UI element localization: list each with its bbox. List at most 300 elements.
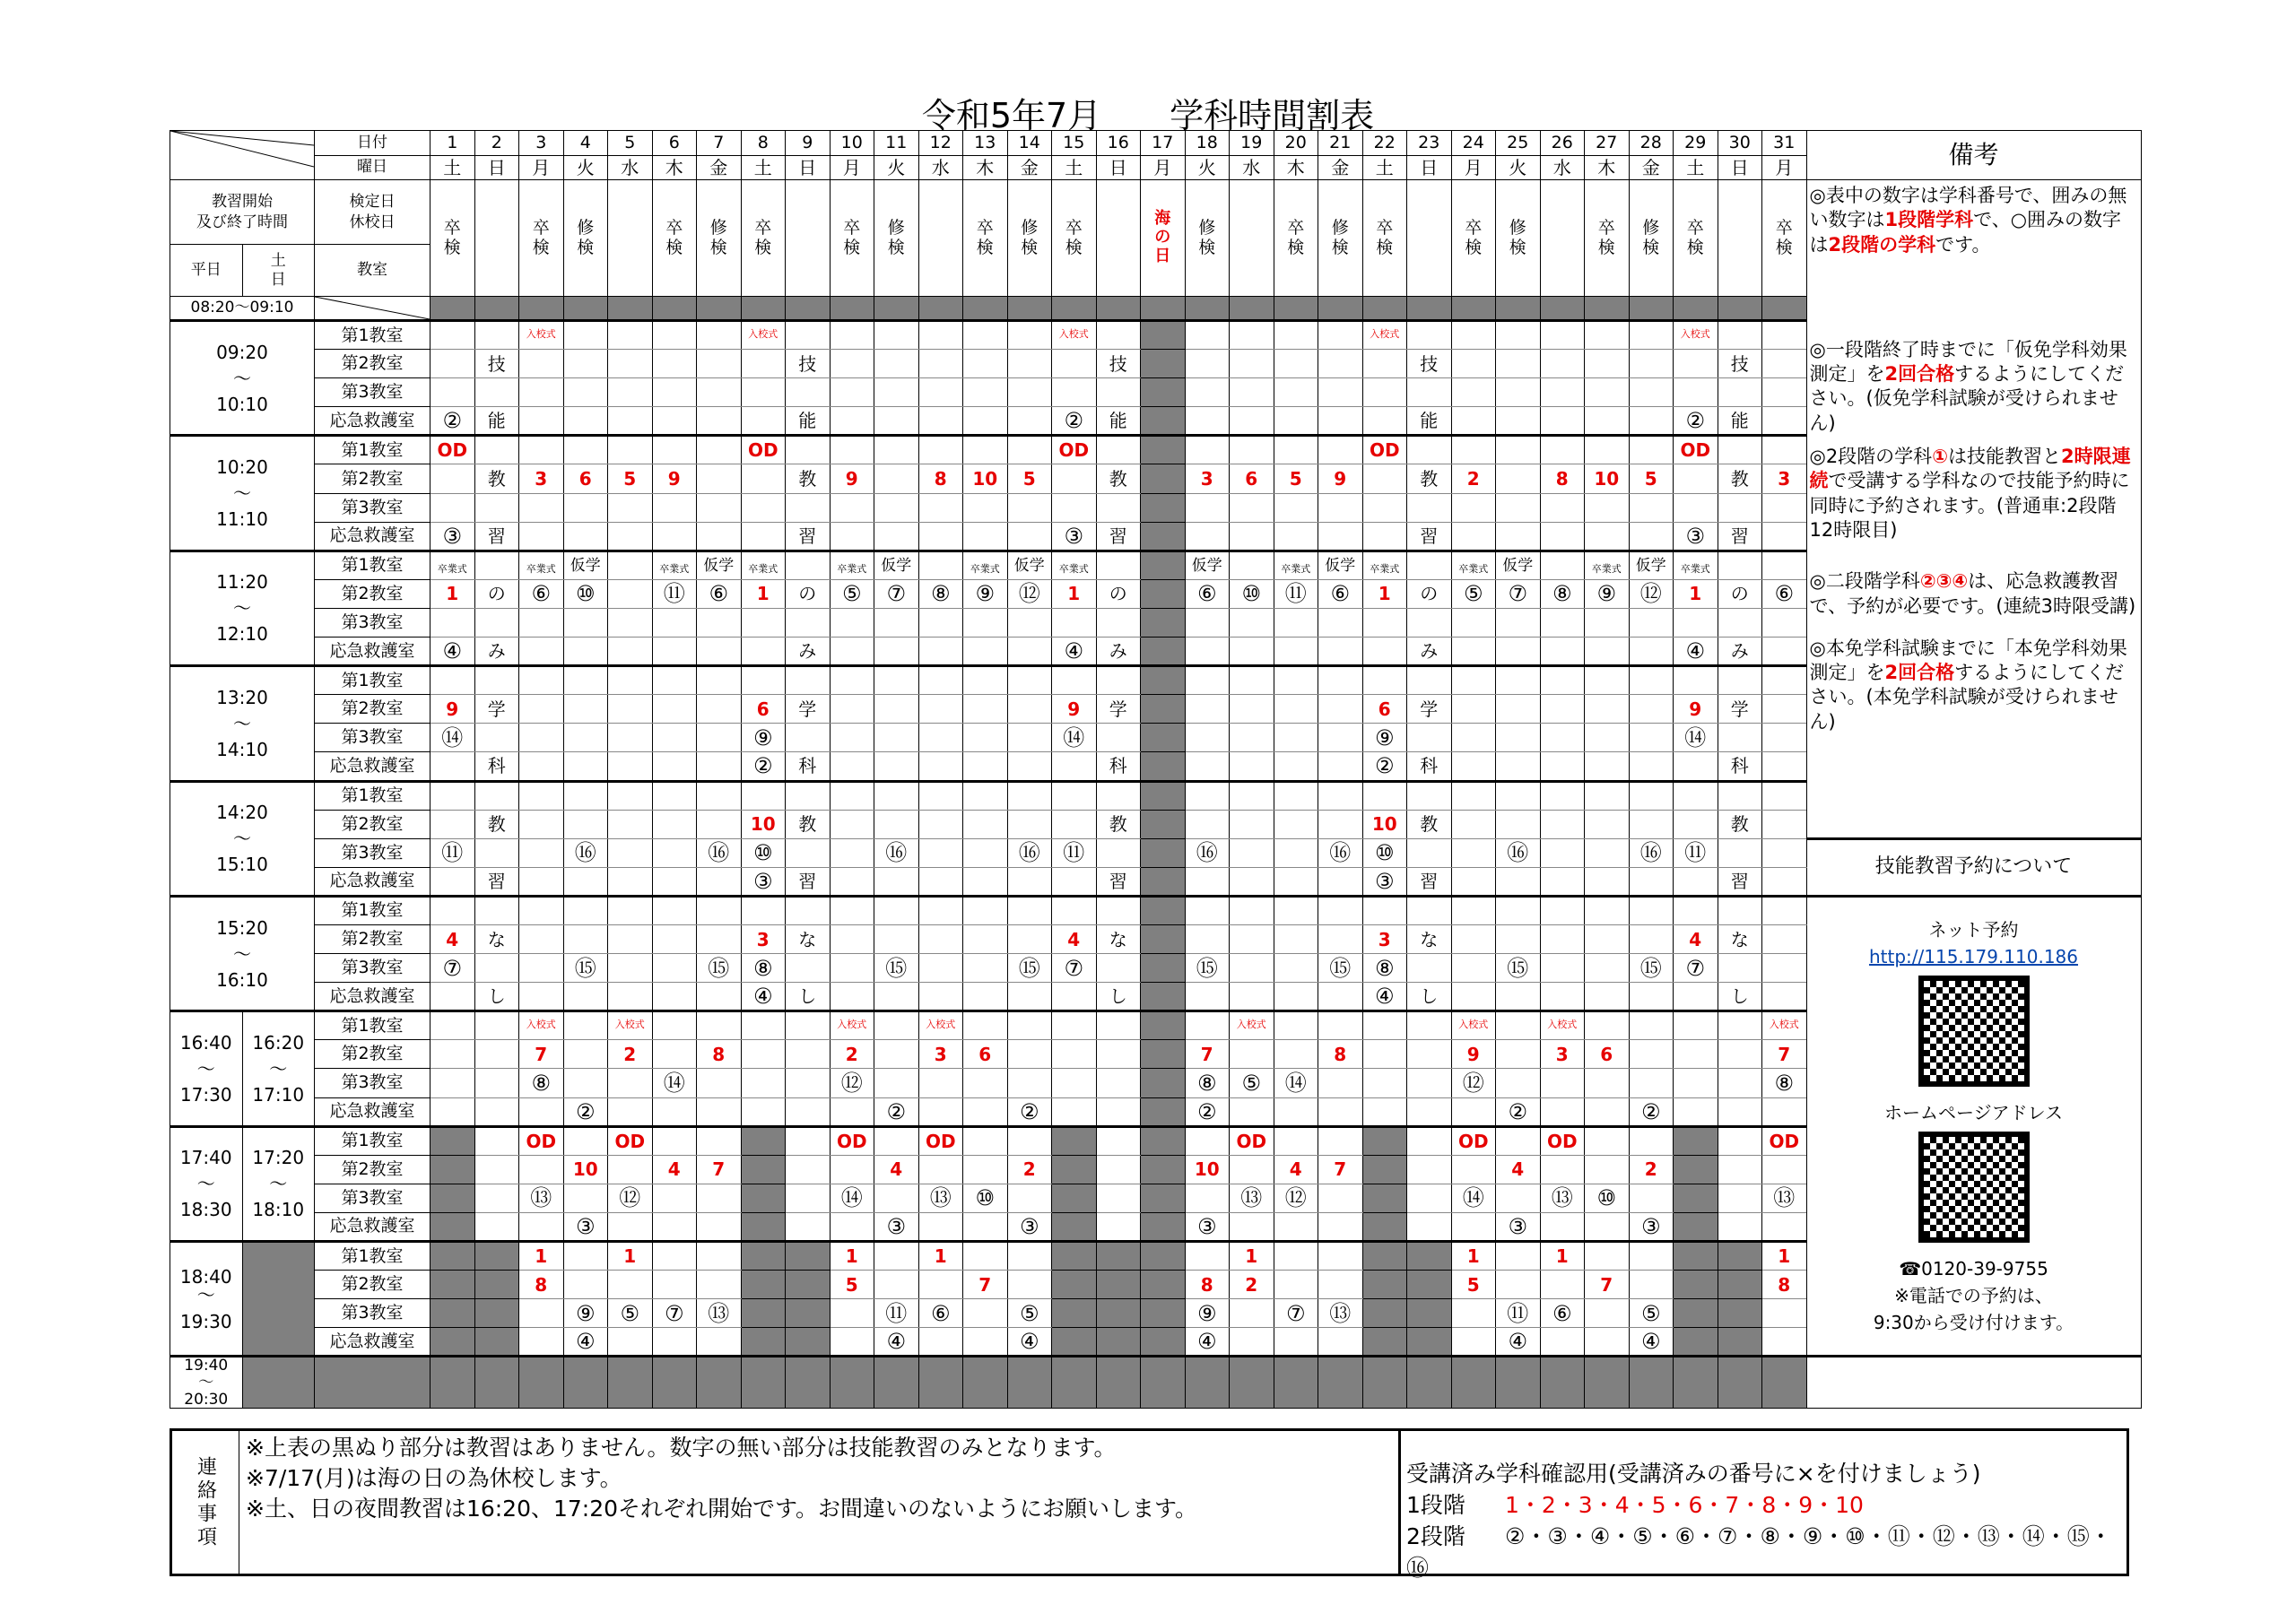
timetable-cell — [1585, 551, 1630, 579]
blackout-cell — [786, 297, 831, 321]
timetable-cell — [1585, 493, 1630, 522]
timetable-cell — [519, 781, 564, 810]
class-entry: 2 — [845, 1043, 858, 1065]
timetable-cell — [1318, 321, 1363, 350]
blackout-cell — [1718, 1271, 1762, 1299]
class-entry: 卒業式 — [970, 562, 1000, 575]
day-of-week: 火 — [1185, 155, 1230, 180]
timetable-cell — [874, 1097, 919, 1126]
class-entry: 仮学 — [881, 557, 912, 576]
timetable-cell — [963, 407, 1008, 436]
class-entry: 10 — [972, 468, 998, 490]
timetable-cell — [1096, 350, 1141, 378]
start-end-label: 教習開始 及び終了時間 — [170, 180, 315, 245]
timetable-cell — [1496, 1212, 1541, 1241]
timetable-cell — [1496, 378, 1541, 407]
blackout-cell — [741, 1242, 786, 1271]
timetable-cell — [1407, 896, 1452, 924]
timetable-cell — [1096, 896, 1141, 924]
timetable-cell — [1451, 464, 1496, 493]
timetable-cell — [608, 522, 653, 551]
timetable-cell — [1407, 464, 1452, 493]
blackout-cell — [1141, 810, 1186, 838]
class-entry: な — [1420, 928, 1439, 950]
class-entry: ③ — [1685, 523, 1705, 549]
timetable-cell — [1718, 1069, 1762, 1097]
room-name: 第3教室 — [315, 954, 430, 983]
timetable-cell — [1230, 724, 1274, 752]
timetable-cell — [1230, 781, 1274, 810]
timetable-cell — [830, 1271, 874, 1299]
timetable-cell — [1629, 1328, 1674, 1357]
timetable-cell — [963, 983, 1008, 1011]
timetable-cell — [874, 781, 919, 810]
class-entry: ⑩ — [575, 581, 596, 607]
class-entry: ⑭ — [1284, 1070, 1307, 1096]
timetable-cell — [1540, 436, 1585, 464]
timetable-cell — [519, 896, 564, 924]
timetable-cell — [1629, 608, 1674, 637]
test-mark-text: 卒 検 — [532, 217, 550, 257]
timetable-cell — [918, 810, 963, 838]
blackout-cell — [1141, 1040, 1186, 1069]
timetable-cell — [563, 896, 608, 924]
timetable-cell — [918, 608, 963, 637]
remark-paragraph — [1810, 338, 2138, 436]
blackout-cell — [741, 1126, 786, 1155]
timetable-cell — [1230, 838, 1274, 867]
test-mark — [1362, 180, 1407, 297]
timetable-cell — [963, 464, 1008, 493]
timetable-cell — [697, 1011, 742, 1040]
timetable-cell — [1674, 666, 1718, 695]
timetable-cell — [1718, 695, 1762, 724]
timetable-cell — [1762, 522, 1807, 551]
remark-text: ◎一段階終了時までに「仮免学科効果測定」を — [1809, 338, 2127, 386]
class-entry: 習 — [1109, 870, 1127, 892]
class-entry: 2 — [1022, 1158, 1036, 1181]
blackout-cell — [1141, 638, 1186, 666]
timetable-cell — [1230, 695, 1274, 724]
blackout-cell — [1052, 297, 1097, 321]
timetable-cell — [1451, 724, 1496, 752]
timetable-cell — [1585, 896, 1630, 924]
timetable-cell — [1451, 1011, 1496, 1040]
room-name: 第2教室 — [315, 464, 430, 493]
class-entry: 教 — [1420, 468, 1439, 490]
timetable-cell — [1318, 436, 1363, 464]
timetable-cell — [1762, 436, 1807, 464]
time-sep: ～ — [233, 367, 251, 389]
homepage-qr-code[interactable] — [1918, 1132, 2030, 1243]
timetable-cell — [1674, 579, 1718, 608]
class-entry: ⑩ — [1241, 581, 1261, 607]
day-of-week: 日 — [1718, 155, 1762, 180]
class-entry: 1 — [1067, 583, 1081, 605]
timetable-cell — [1362, 407, 1407, 436]
timetable-cell — [1007, 608, 1052, 637]
timetable-cell — [918, 838, 963, 867]
timetable-cell — [1674, 1040, 1718, 1069]
blackout-cell — [430, 1242, 475, 1271]
reservation-header: 技能教習予約について — [1806, 838, 2141, 896]
timetable-cell — [918, 638, 963, 666]
timetable-cell — [563, 666, 608, 695]
room-name: 第1教室 — [315, 781, 430, 810]
day-of-week: 火 — [563, 155, 608, 180]
timetable-cell — [474, 522, 519, 551]
timetable-cell — [1451, 867, 1496, 896]
timetable-cell — [1096, 1040, 1141, 1069]
timetable-cell — [1762, 493, 1807, 522]
timetable-cell — [918, 924, 963, 953]
timetable-cell — [1407, 666, 1452, 695]
day-number: 24 — [1451, 131, 1496, 156]
timetable-cell — [1096, 579, 1141, 608]
timetable-cell — [1096, 1011, 1141, 1040]
day-of-week: 木 — [652, 155, 697, 180]
net-url-link[interactable]: http://115.179.110.186 — [1868, 946, 2079, 968]
timetable-cell — [874, 378, 919, 407]
checklist-title: 受講済み学科確認用(受講済みの番号に×を付けましょう) — [1406, 1461, 1981, 1487]
class-entry: ③ — [442, 523, 462, 549]
remark-text: で受講する学科なので技能予約時に同時に予約されます。(普通車:2段階12時限目) — [1809, 470, 2130, 541]
blackout-cell — [1718, 1299, 1762, 1328]
timetable-cell — [1451, 695, 1496, 724]
timetable-cell — [918, 1242, 963, 1271]
timetable-cell — [1451, 436, 1496, 464]
timetable-cell — [963, 1184, 1008, 1212]
class-entry: 8 — [535, 1273, 548, 1296]
class-entry: み — [1109, 640, 1127, 663]
time-start: 18:40 — [179, 1265, 232, 1288]
timetable-cell — [519, 1328, 564, 1357]
day-number: 4 — [563, 131, 608, 156]
blackout-cell — [1718, 1357, 1762, 1409]
timetable-cell — [519, 1242, 564, 1271]
timetable-cell — [652, 321, 697, 350]
blackout-cell — [1052, 1299, 1097, 1328]
blackout-cell — [1540, 297, 1585, 321]
class-entry: 1 — [934, 1245, 947, 1268]
class-entry: 教 — [487, 468, 506, 490]
timetable-cell — [474, 1040, 519, 1069]
timetable-cell — [1540, 924, 1585, 953]
timetable-cell — [1052, 983, 1097, 1011]
timetable-cell — [1007, 896, 1052, 924]
class-entry: み — [798, 640, 817, 663]
time-start: 16:40 — [179, 1031, 232, 1054]
blackout-cell — [1274, 297, 1318, 321]
test-mark-text: 修 検 — [1198, 217, 1216, 257]
timetable-cell — [741, 924, 786, 953]
class-entry: ② — [1685, 408, 1705, 434]
timetable-cell — [430, 867, 475, 896]
class-entry: 8 — [1778, 1273, 1791, 1296]
test-mark — [1318, 180, 1363, 297]
class-entry: OD — [1457, 1130, 1489, 1152]
timetable-cell — [563, 407, 608, 436]
timetable-cell — [519, 954, 564, 983]
timetable-cell — [652, 608, 697, 637]
timetable-cell — [786, 638, 831, 666]
timetable-cell — [786, 1040, 831, 1069]
test-mark — [563, 180, 608, 297]
timetable-cell — [1318, 810, 1363, 838]
timetable-cell — [1718, 983, 1762, 1011]
phone-number[interactable]: ☎0120-39-9755 — [1899, 1258, 2048, 1280]
timetable-cell — [1274, 464, 1318, 493]
room-name: 応急救護室 — [315, 638, 430, 666]
class-entry: 技 — [1730, 352, 1749, 375]
class-entry: ⑤ — [620, 1300, 639, 1326]
timetable-cell — [1318, 1097, 1363, 1126]
timetable-cell — [1362, 522, 1407, 551]
timetable-cell — [1362, 579, 1407, 608]
blackout-cell — [1362, 1212, 1407, 1241]
timetable-cell — [1451, 983, 1496, 1011]
test-label: 検定日 休校日 — [315, 180, 430, 245]
timetable-cell — [652, 867, 697, 896]
timetable-cell — [608, 1328, 653, 1357]
time-start: 11:20 — [216, 571, 268, 594]
timetable-cell — [1318, 1069, 1363, 1097]
timetable-cell — [519, 867, 564, 896]
timetable-cell — [918, 1040, 963, 1069]
class-entry: 卒業式 — [1680, 562, 1710, 575]
timetable-cell — [1007, 1184, 1052, 1212]
timetable-cell — [563, 1011, 608, 1040]
timetable-cell — [1585, 522, 1630, 551]
class-entry: 科 — [1730, 755, 1749, 777]
class-entry: ⑮ — [1196, 955, 1218, 981]
class-entry: 10 — [572, 1158, 598, 1181]
class-entry: OD — [1769, 1130, 1800, 1152]
class-entry: 習 — [1109, 525, 1127, 547]
room-name: 第1教室 — [315, 321, 430, 350]
timetable-cell — [652, 1212, 697, 1241]
test-mark-text: 修 検 — [1642, 217, 1660, 257]
blackout-cell — [474, 1242, 519, 1271]
time-range-weekday — [170, 1011, 243, 1126]
timetable-cell — [963, 752, 1008, 781]
timetable-cell — [430, 666, 475, 695]
timetable-cell — [608, 1155, 653, 1184]
class-entry: ⑨ — [1596, 581, 1616, 607]
time-start: 15:20 — [216, 916, 268, 939]
class-entry: 4 — [1511, 1158, 1525, 1181]
timetable-cell — [1407, 321, 1452, 350]
class-entry: ⑫ — [840, 1070, 863, 1096]
blackout-cell — [1718, 1328, 1762, 1357]
class-entry: 習 — [487, 870, 506, 892]
day-of-week: 木 — [1274, 155, 1318, 180]
timetable-cell — [1185, 1011, 1230, 1040]
class-entry: の — [798, 583, 817, 605]
timetable-cell — [1274, 638, 1318, 666]
timetable-cell — [1407, 724, 1452, 752]
remark-text: 2回合格 — [1884, 363, 1955, 386]
net-qr-code[interactable] — [1918, 976, 2030, 1087]
timetable-cell — [918, 1184, 963, 1212]
timetable-cell — [1007, 579, 1052, 608]
timetable-cell — [830, 1155, 874, 1184]
class-entry: 6 — [578, 468, 592, 490]
timetable-cell — [830, 493, 874, 522]
timetable-cell — [918, 983, 963, 1011]
blackout-cell — [874, 1357, 919, 1409]
class-entry: し — [487, 985, 506, 1008]
remark-text: は、応急救護教習で、予約が必要です。(連続3時限受講) — [1809, 570, 2136, 617]
remark-paragraph — [1810, 445, 2138, 542]
day-of-week: 土 — [1052, 155, 1097, 180]
timetable-cell — [1674, 464, 1718, 493]
timetable-cell — [1052, 724, 1097, 752]
timetable-cell — [1540, 1126, 1585, 1155]
class-entry: ⑬ — [708, 1300, 730, 1326]
timetable-cell — [963, 1242, 1008, 1271]
timetable-cell — [430, 954, 475, 983]
timetable-cell — [963, 1155, 1008, 1184]
timetable-cell — [1052, 838, 1097, 867]
class-entry: OD — [1058, 439, 1090, 462]
class-entry: 習 — [798, 525, 817, 547]
timetable-cell — [608, 1097, 653, 1126]
timetable-cell — [1096, 1069, 1141, 1097]
timetable-cell — [1007, 724, 1052, 752]
class-entry: ⑧ — [1774, 1070, 1794, 1096]
day-of-week: 火 — [874, 155, 919, 180]
timetable-cell — [652, 1155, 697, 1184]
timetable-cell — [1451, 666, 1496, 695]
blackout-cell — [1407, 1328, 1452, 1357]
timetable-cell — [1096, 1184, 1141, 1212]
timetable-cell — [1407, 1212, 1452, 1241]
timetable-cell — [1762, 608, 1807, 637]
timetable-cell — [474, 781, 519, 810]
day-number: 12 — [918, 131, 963, 156]
timetable-cell — [563, 436, 608, 464]
timetable-cell — [1585, 810, 1630, 838]
day-number: 18 — [1185, 131, 1230, 156]
timetable-cell — [1274, 810, 1318, 838]
class-entry: ⑤ — [841, 581, 862, 607]
timetable-cell — [474, 838, 519, 867]
timetable-cell — [563, 1212, 608, 1241]
timetable-cell — [1629, 522, 1674, 551]
class-entry: ④ — [1019, 1329, 1039, 1355]
timetable-cell — [786, 810, 831, 838]
timetable-cell — [1274, 867, 1318, 896]
timetable-cell — [741, 1011, 786, 1040]
remark-text: するようにしてください。(仮免学科試験が受けられません) — [1809, 363, 2125, 434]
timetable-cell — [874, 724, 919, 752]
timetable-cell — [1362, 493, 1407, 522]
timetable-cell — [1362, 464, 1407, 493]
class-entry: ⑥ — [1330, 581, 1350, 607]
timetable-cell — [1762, 638, 1807, 666]
blackout-cell — [963, 1357, 1008, 1409]
timetable-cell — [1762, 1271, 1807, 1299]
timetable-cell — [697, 983, 742, 1011]
timetable-cell — [1362, 1097, 1407, 1126]
class-entry: 9 — [1466, 1043, 1480, 1065]
class-entry: 9 — [667, 468, 681, 490]
timetable-cell — [1318, 954, 1363, 983]
timetable-cell — [608, 350, 653, 378]
timetable-cell — [1185, 983, 1230, 1011]
day-number: 16 — [1096, 131, 1141, 156]
timetable-cell — [1451, 1212, 1496, 1241]
timetable-cell — [697, 350, 742, 378]
test-mark — [918, 180, 963, 297]
blackout-cell — [474, 1357, 519, 1409]
net-label: ネット予約 — [1928, 919, 2019, 941]
timetable-cell — [474, 867, 519, 896]
day-of-week: 月 — [1141, 155, 1186, 180]
test-mark-text: 卒 検 — [1775, 217, 1793, 257]
time-range-weekday — [170, 1126, 243, 1241]
timetable-cell — [1629, 810, 1674, 838]
timetable-cell — [474, 924, 519, 953]
timetable-cell — [608, 608, 653, 637]
blackout-cell — [1362, 1357, 1407, 1409]
timetable-cell — [1585, 350, 1630, 378]
timetable-cell — [1496, 1155, 1541, 1184]
class-entry: ⑦ — [1064, 955, 1083, 981]
class-entry: ⑦ — [1685, 955, 1705, 981]
class-entry: 仮学 — [1013, 557, 1045, 576]
day-number: 21 — [1318, 131, 1363, 156]
room-name: 第2教室 — [315, 924, 430, 953]
timetable-cell — [741, 378, 786, 407]
timetable-cell — [1762, 1299, 1807, 1328]
timetable-cell — [1540, 1299, 1585, 1328]
timetable-cell — [697, 579, 742, 608]
timetable-cell — [741, 1097, 786, 1126]
timetable-cell — [1096, 638, 1141, 666]
room-name: 応急救護室 — [315, 867, 430, 896]
timetable-cell — [1540, 724, 1585, 752]
timetable-cell — [874, 810, 919, 838]
class-entry: 3 — [1778, 468, 1791, 490]
timetable-cell — [1629, 924, 1674, 953]
timetable-cell — [1674, 407, 1718, 436]
room-name: 第2教室 — [315, 1040, 430, 1069]
timetable-cell — [608, 983, 653, 1011]
stage1-label: 1段階 — [1406, 1492, 1465, 1518]
entrance-ceremony: 入校式 — [1370, 328, 1400, 340]
time-sep: ～ — [233, 828, 251, 850]
timetable-cell — [1274, 436, 1318, 464]
day-number: 6 — [652, 131, 697, 156]
timetable-cell — [1540, 896, 1585, 924]
timetable-cell — [563, 1299, 608, 1328]
class-entry: ⑨ — [752, 724, 773, 750]
day-of-week: 火 — [1496, 155, 1541, 180]
test-mark-text: 卒 検 — [1287, 217, 1305, 257]
timetable-cell — [963, 1097, 1008, 1126]
class-entry: 2 — [623, 1043, 637, 1065]
timetable-cell — [697, 924, 742, 953]
remarks-empty — [1806, 1357, 2141, 1409]
blackout-cell — [430, 1271, 475, 1299]
timetable-cell — [608, 1040, 653, 1069]
room-name: 第1教室 — [315, 1011, 430, 1040]
blackout-cell — [786, 1328, 831, 1357]
timetable-cell — [963, 1212, 1008, 1241]
timetable-cell — [1185, 638, 1230, 666]
